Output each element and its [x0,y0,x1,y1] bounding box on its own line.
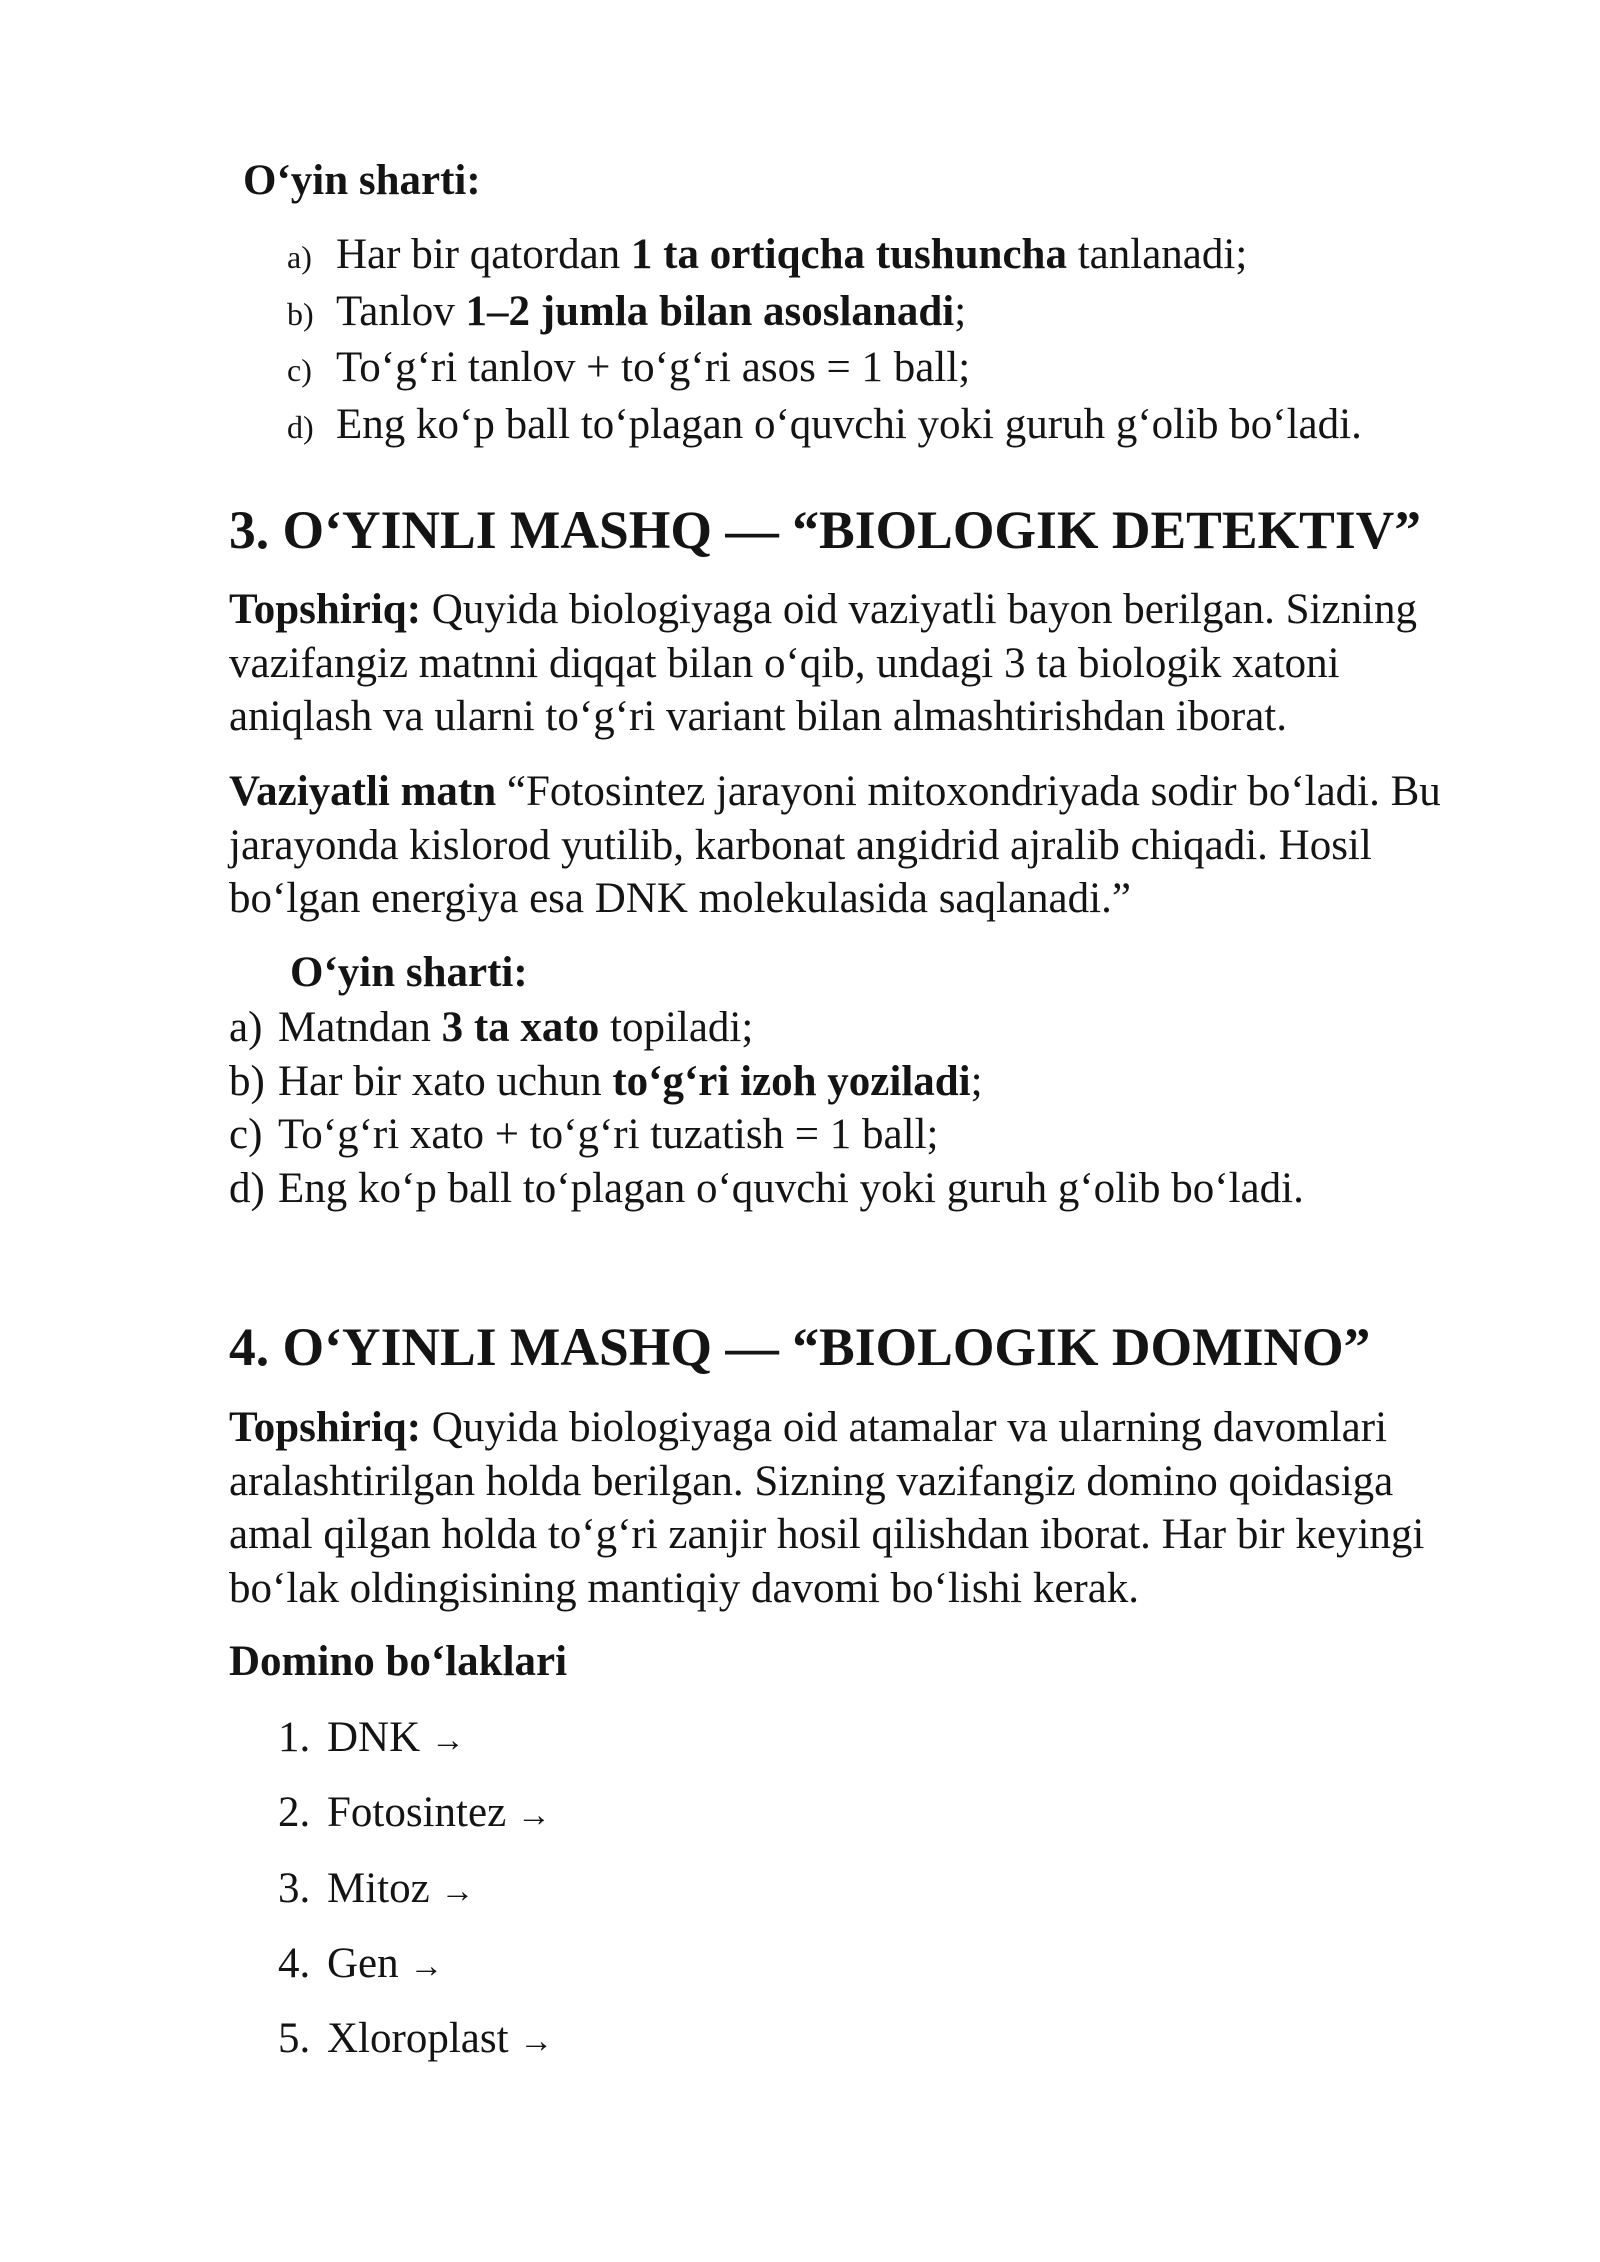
rules-1-item-c [287,341,1362,398]
piece-label: Gen [327,1939,399,1987]
list-item-text [278,1055,983,1109]
list-marker: c) [229,1111,263,1159]
rules-1-item-a [287,228,1362,285]
exercise-3-rule-a [229,1001,1304,1055]
task-label: Topshiriq: [229,1404,422,1451]
right-arrow-icon: → [430,1722,465,1759]
domino-piece [278,1862,553,1937]
piece-label: Mitoz [327,1864,430,1912]
task-text: Quyida biologiyaga oid atamalar va ularning davomlari aralashtirilgan holda berilgan. Sizning vazifangiz domino qoidasiga amal qilgan holda to‘g‘ri zanjir hosil qilishdan iborat. Har bir keyingi bo‘lak oldingisining mantiqiy davomi bo‘lishi kerak. [229,1404,1425,1612]
list-item-text: To‘g‘ri tanlov + to‘g‘ri asos = 1 ball; [336,344,971,392]
exercise-3-rule-d [229,1162,1304,1216]
heading-title: O‘YINLI MASHQ — “BIOLOGIK DETEKTIV” [282,500,1422,560]
text-run: Tanlov [336,287,466,335]
list-number: 1. [278,1714,311,1761]
rules-1-item-b [287,285,1362,342]
list-marker: d) [287,408,314,445]
case-label: Vaziyatli matn [229,768,497,815]
exercise-3-rules-title: O‘yin sharti: [290,949,528,996]
domino-pieces-title: Domino bo‘laklari [229,1638,568,1685]
list-marker: a) [287,239,312,275]
heading-number: 3. [229,500,270,560]
text-run: topiladi; [599,1004,754,1051]
domino-piece [278,1711,553,1786]
piece-label: DNK [327,1714,421,1761]
right-arrow-icon: → [440,1872,475,1910]
list-item-text [278,1001,753,1055]
rules-1-title: O‘yin sharti: [243,157,481,204]
list-marker: b) [229,1057,265,1105]
piece-label: Fotosintez [327,1789,507,1837]
case-text: “Fotosintez jarayoni mitoxondriyada sodir bo‘ladi. Bu jarayonda kislorod yutilib, karbonat angidrid ajralib chiqadi. Hosil bo‘lgan energiya esa DNK molekulasida saqlanadi.” [229,768,1441,923]
bold-run: to‘g‘ri izoh yoziladi [612,1057,971,1105]
list-marker: b) [287,295,314,332]
list-number: 2. [278,1789,311,1837]
list-marker: a) [229,1004,263,1051]
domino-piece [278,2012,553,2087]
exercise-4-heading [229,1315,1370,1379]
task-label: Topshiriq: [229,586,422,633]
bold-run: 1 ta ortiqcha tushuncha [630,231,1067,278]
bold-run: 3 ta xato [441,1004,600,1051]
text-run: ; [970,1057,983,1105]
exercise-3-rule-c [229,1108,1304,1162]
text-run: ; [954,287,967,335]
list-number: 3. [278,1864,311,1912]
exercise-3-rules-list [229,1001,1304,1215]
domino-piece [278,1786,553,1861]
text-run: Har bir qatordan [336,231,631,278]
exercise-4-task [229,1401,1474,1615]
rules-1-list [287,228,1362,454]
exercise-3-rule-b [229,1055,1304,1109]
piece-label: Xloroplast [327,2015,509,2063]
list-item-text: To‘g‘ri xato + to‘g‘ri tuzatish = 1 ball; [278,1111,939,1159]
list-number: 5. [278,2015,311,2063]
right-arrow-icon: → [519,2023,554,2061]
heading-number: 4. [229,1317,270,1377]
list-marker: c) [287,352,312,389]
list-item-text: Eng ko‘p ball to‘plagan o‘quvchi yoki guruh g‘olib bo‘ladi. [336,400,1362,448]
rules-1-item-d [287,398,1362,455]
heading-title: O‘YINLI MASHQ — “BIOLOGIK DOMINO” [282,1317,1371,1377]
list-item-text: Eng ko‘p ball to‘plagan o‘quvchi yoki guruh g‘olib bo‘ladi. [278,1164,1304,1212]
exercise-3-case [229,765,1474,926]
domino-pieces-list [278,1711,553,2087]
bold-run: 1–2 jumla bilan asoslanadi [465,287,955,335]
list-item-text [336,285,966,339]
list-marker: d) [229,1164,265,1212]
right-arrow-icon: → [516,1797,551,1835]
list-number: 4. [278,1939,311,1987]
domino-piece [278,1937,553,2012]
text-run: tanlanadi; [1066,231,1248,278]
text-run: Matndan [278,1004,442,1051]
text-run: Har bir xato uchun [278,1057,613,1105]
right-arrow-icon: → [409,1947,444,1985]
list-item-text [336,228,1247,282]
exercise-3-task [229,583,1474,744]
task-text: Quyida biologiyaga oid vaziyatli bayon berilgan. Sizning vazifangiz matnni diqqat bilan o‘qib, undagi 3 ta biologik xatoni aniqlash va ularni to‘g‘ri variant bilan almashtirishdan iborat. [229,586,1417,741]
exercise-3-heading [229,498,1421,562]
